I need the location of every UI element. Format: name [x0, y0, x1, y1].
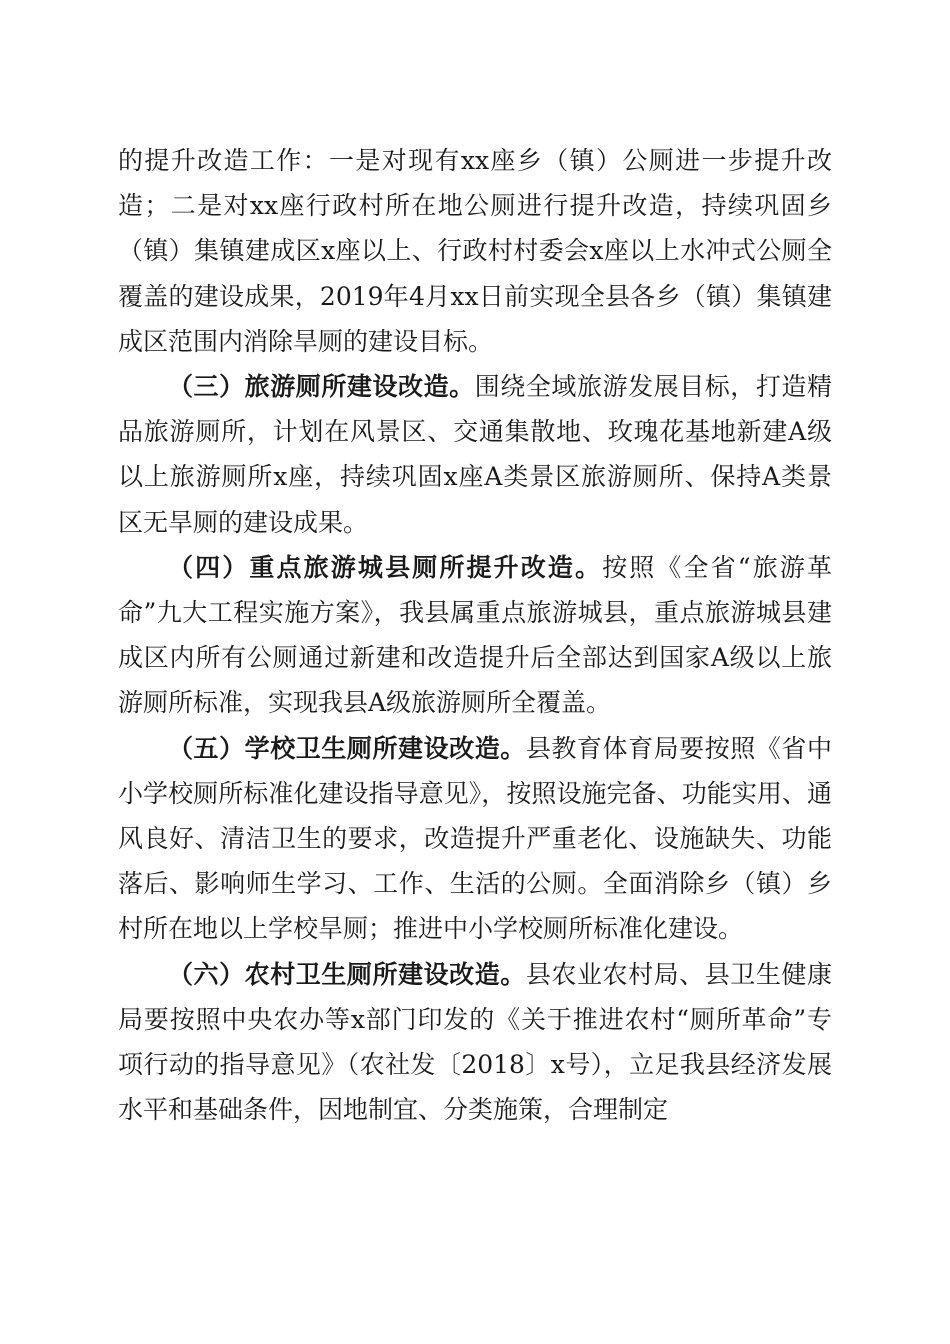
paragraph-body: 围绕全域旅游发展目标，打造精品旅游厕所，计划在风景区、交通集散地、玫瑰花基地新建A级以上旅游厕所x座，持续巩固x座A类景区旅游厕所、保持A类景区无旱厕的建设成果。 — [118, 372, 832, 537]
section-heading: （四）重点旅游城县厕所提升改造。 — [168, 552, 603, 582]
paragraph-continuation — [118, 138, 832, 364]
paragraph-key-tourism-county — [118, 545, 832, 726]
section-heading: （六）农村卫生厕所建设改造。 — [168, 959, 526, 989]
paragraph-tourism-toilets — [118, 364, 832, 545]
section-heading: （三）旅游厕所建设改造。 — [168, 372, 475, 402]
paragraph-body: 的提升改造工作：一是对现有xx座乡（镇）公厕进一步提升改造；二是对xx座行政村所在地公厕进行提升改造，持续巩固乡（镇）集镇建成区x座以上、行政村村委会x座以上水冲式公厕全覆盖的建设成果，2019年4月xx日前实现全县各乡（镇）集镇建成区范围内消除旱厕的建设目标。 — [118, 146, 832, 356]
paragraph-rural-toilets — [118, 952, 832, 1133]
paragraph-body: 县教育体育局要按照《省中小学校厕所标准化建设指导意见》，按照设施完备、功能实用、通风良好、清洁卫生的要求，改造提升严重老化、设施缺失、功能落后、影响师生学习、工作、生活的公厕。全面消除乡（镇）乡村所在地以上学校旱厕；推进中小学校厕所标准化建设。 — [118, 733, 832, 944]
paragraph-body: 县农业农村局、县卫生健康局要按照中央农办等x部门印发的《关于推进农村“厕所革命”专项行动的指导意见》（农社发〔2018〕x号），立足我县经济发展水平和基础条件，因地制宜、分类施策，合理制定 — [118, 959, 832, 1125]
paragraph-body: 按照《全省“旅游革命”九大工程实施方案》，我县属重点旅游城县，重点旅游城县建成区内所有公厕通过新建和改造提升后全部达到国家A级以上旅游厕所标准，实现我县A级旅游厕所全覆盖。 — [118, 552, 832, 718]
document-page — [118, 138, 832, 1132]
paragraph-school-toilets — [118, 726, 832, 952]
section-heading: （五）学校卫生厕所建设改造。 — [168, 733, 526, 763]
